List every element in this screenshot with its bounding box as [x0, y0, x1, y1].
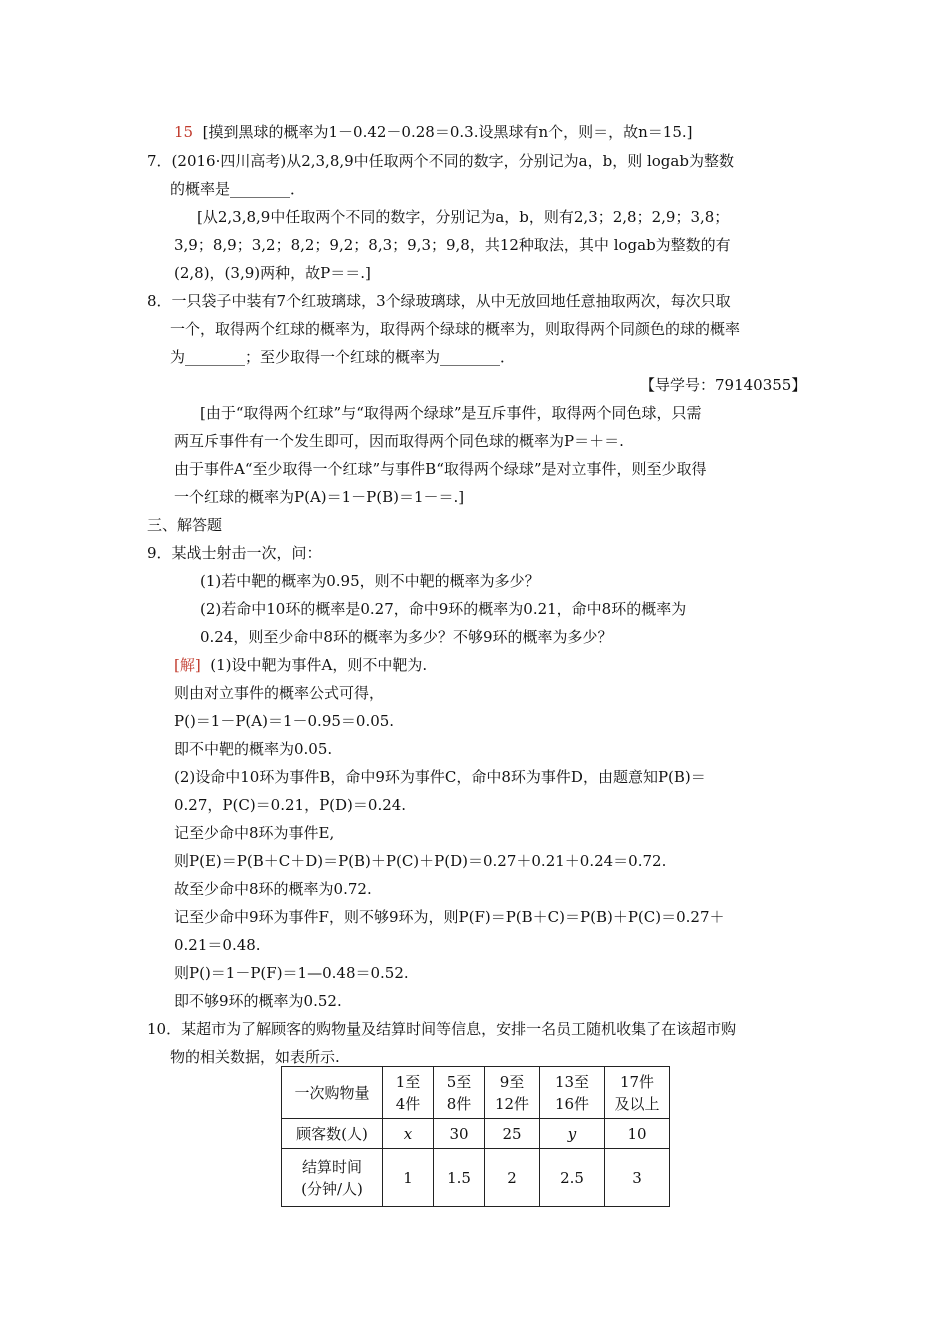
q9-solution-5: (2)设命中10环为事件B，命中9环为事件C，命中8环为事件D，由题意知P(B)＝ [174, 768, 706, 786]
q8-line-1: 8．一只袋子中装有7个红玻璃球，3个绿玻璃球，从中无放回地任意抽取两次，每次只取 [147, 292, 731, 310]
q7-solution-2: 3,9；8,9；3,2；8,2；9,2；8,3；9,3；9,8，共12种取法，其中 logab为整数的有 [174, 236, 731, 254]
table-cell: 一次购物量 [282, 1067, 383, 1119]
q7-solution-3: (2,8)，(3,9)两种，故P＝＝.] [174, 264, 371, 282]
table-row [282, 1149, 670, 1207]
q6-explanation: [摸到黑球的概率为1－0.42－0.28＝0.3.设黑球有n个，则＝，故n＝15.] [202, 123, 693, 141]
table-cell: y [540, 1119, 605, 1149]
q8-solution-2: 两互斥事件有一个发生即可，因而取得两个同色球的概率为P＝＋＝. [174, 432, 624, 450]
q9-solution-6: 0.27，P(C)＝0.21，P(D)＝0.24. [174, 796, 407, 814]
table-cell: 9至 12件 [485, 1067, 540, 1119]
table-cell: 3 [605, 1149, 670, 1207]
solution-label: [解] [174, 656, 201, 674]
table-cell: 1 [383, 1149, 434, 1207]
q9-part-1: (1)若中靶的概率为0.95，则不中靶的概率为多少？ [200, 572, 540, 590]
table-cell: 顾客数(人) [282, 1119, 383, 1149]
q9-solution-12: 则P()＝1－P(F)＝1—0.48＝0.52. [174, 964, 409, 982]
q9-part-2a: (2)若命中10环的概率是0.27，命中9环的概率为0.21，命中8环的概率为 [200, 600, 687, 618]
table-cell: 2 [485, 1149, 540, 1207]
shopping-data-table [281, 1066, 670, 1207]
q9-solution-1-text: (1)设中靶为事件A，则不中靶为. [210, 656, 428, 674]
table-cell: 25 [485, 1119, 540, 1149]
q6-answer: 15 [174, 123, 194, 141]
q9-solution-11: 0.21＝0.48. [174, 936, 261, 954]
q9-solution-2: 则由对立事件的概率公式可得， [174, 684, 385, 702]
table-cell: 30 [434, 1119, 485, 1149]
table-cell: x [383, 1119, 434, 1149]
q6-solution-line [174, 122, 693, 142]
q9-stem: 9．某战士射击一次，问： [147, 544, 322, 562]
q7-solution-1: [从2,3,8,9中任取两个不同的数字，分别记为a，b，则有2,3；2,8；2,9；3,8； [197, 208, 730, 226]
q9-solution-9: 故至少命中8环的概率为0.72. [174, 880, 372, 898]
q8-solution-3: 由于事件A“至少取得一个红球”与事件B“取得两个绿球”是对立事件，则至少取得 [174, 460, 707, 478]
q9-solution-10: 记至少命中9环为事件F，则不够9环为，则P(F)＝P(B＋C)＝P(B)＋P(C)＝0.27＋ [174, 908, 725, 926]
table-cell: 结算时间 (分钟/人) [282, 1149, 383, 1207]
table-cell: 1.5 [434, 1149, 485, 1207]
q8-solution-1: [由于“取得两个红球”与“取得两个绿球”是互斥事件，取得两个同色球，只需 [200, 404, 702, 422]
table-cell: 2.5 [540, 1149, 605, 1207]
q8-guide-tag: 【导学号：79140355】 [640, 376, 807, 394]
q9-part-2b: 0.24，则至少命中8环的概率为多少？不够9环的概率为多少？ [200, 628, 613, 646]
table-cell: 1至 4件 [383, 1067, 434, 1119]
q7-line-1: 7．(2016·四川高考)从2,3,8,9中任取两个不同的数字，分别记为a，b，则 logab为整数 [147, 152, 734, 170]
q9-solution-7: 记至少命中8环为事件E, [174, 824, 335, 842]
table-row [282, 1067, 670, 1119]
section-heading: 三、解答题 [147, 516, 223, 534]
q7-line-2: 的概率是________． [170, 180, 306, 198]
table-cell: 17件 及以上 [605, 1067, 670, 1119]
q8-solution-4: 一个红球的概率为P(A)＝1－P(B)＝1－＝.] [174, 488, 465, 506]
q10-line-2: 物的相关数据，如表所示. [170, 1048, 340, 1066]
table-row [282, 1119, 670, 1149]
q9-solution-3: P()＝1－P(A)＝1－0.95＝0.05. [174, 712, 395, 730]
q8-line-2: 一个，取得两个红球的概率为，取得两个绿球的概率为，则取得两个同颜色的球的概率 [170, 320, 741, 338]
table-cell: 5至 8件 [434, 1067, 485, 1119]
q8-line-3: 为________；至少取得一个红球的概率为________． [170, 348, 516, 366]
q9-solution-8: 则P(E)＝P(B＋C＋D)＝P(B)＋P(C)＋P(D)＝0.27＋0.21＋0.24＝0.72. [174, 852, 667, 870]
q9-solution-13: 即不够9环的概率为0.52. [174, 992, 342, 1010]
q10-line-1: 10．某超市为了解顾客的购物量及结算时间等信息，安排一名员工随机收集了在该超市购 [147, 1020, 737, 1038]
q9-solution-4: 即不中靶的概率为0.05. [174, 740, 333, 758]
q9-solution-1 [174, 655, 427, 675]
table-cell: 10 [605, 1119, 670, 1149]
table-cell: 13至 16件 [540, 1067, 605, 1119]
